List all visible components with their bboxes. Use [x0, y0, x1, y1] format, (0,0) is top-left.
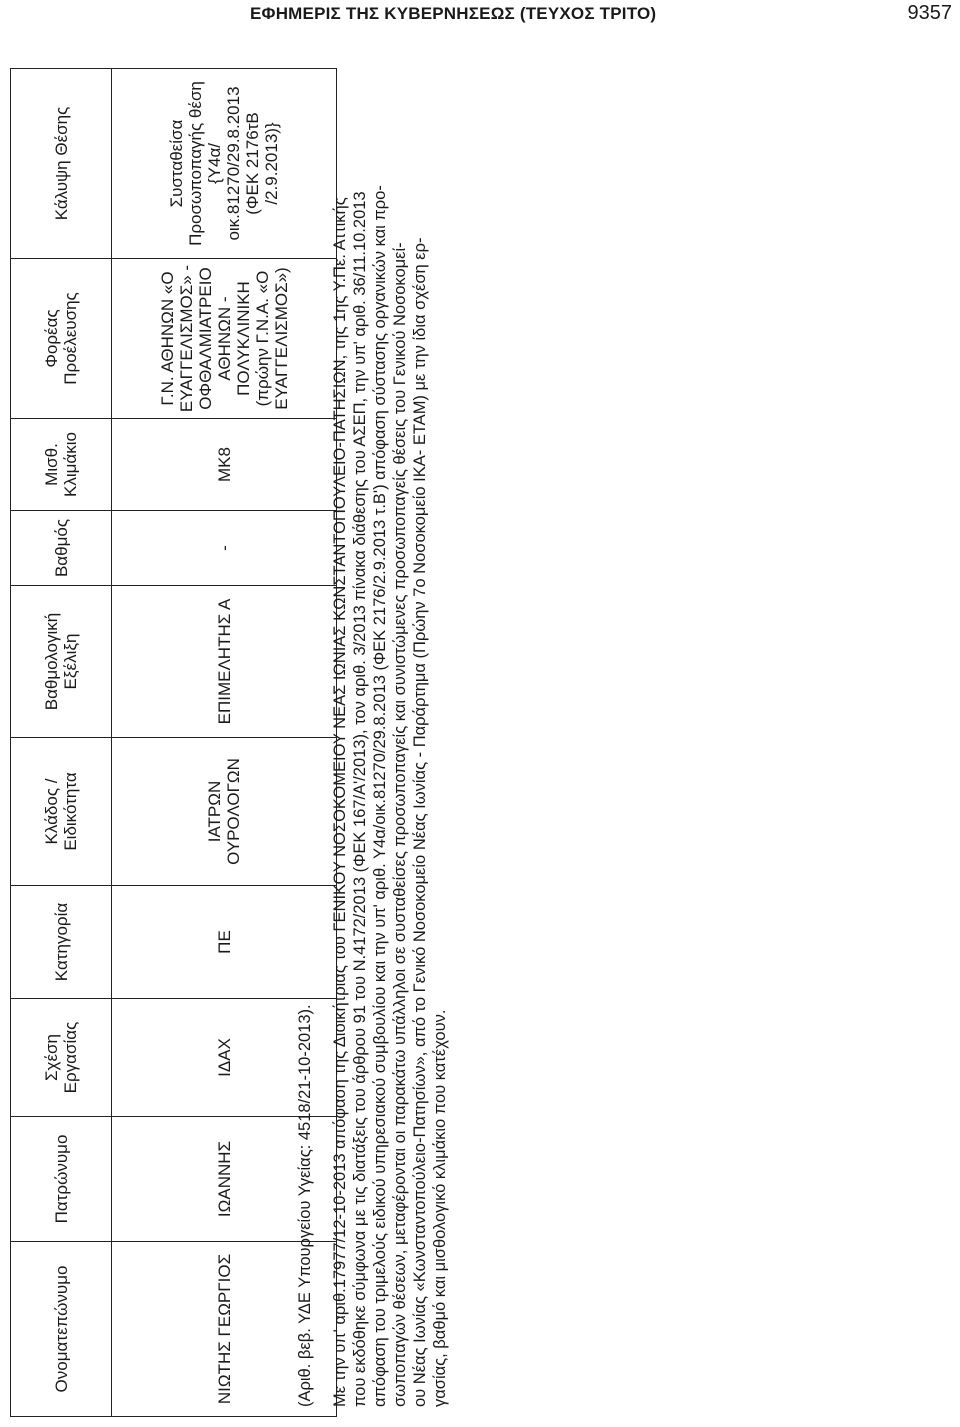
header-cell: Βαθμολογική Εξέλιξη [11, 586, 112, 738]
paragraph-line: απόφαση του τριμελούς ειδικού υπηρεσιακού συμβουλίου και την υπ' αριθ. Υ4α/οικ.81270/29.8.2013 (ΦΕΚ 2176/2.9.2013 τ.Β') απόφαση σύστασης οργανικών και προ- [371, 185, 389, 1407]
header-cell: Πατρώνυμο [11, 1117, 112, 1242]
personnel-table [10, 68, 337, 1417]
category-cell: ΠΕ [112, 886, 337, 999]
origin-cell: Γ.Ν. ΑΘΗΝΩΝ «Ο ΕΥΑΓΓΕΛΙΣΜΟΣ» - ΟΦΘΑΛΜΙΑΤΡΕΙΟ ΑΘΗΝΩΝ - ΠΟΛΥΚΛΙΝΙΚΗ (πρώην Γ.Ν.Α. «Ο ΕΥΑΓΓΕΛΙΣΜΟΣ») [112, 259, 337, 419]
header-cell: Φορέας Προέλευσης [11, 259, 112, 419]
father-name-cell: ΙΩΑΝΝΗΣ [112, 1117, 337, 1242]
coverage-cell: Συσταθείσα Προσωποπαγής θέση {Υ4α/οικ.81270/29.8.2013 (ΦΕΚ 2176τΒ /2.9.2013)} [112, 69, 337, 259]
header-cell: Ονοματεπώνυμο [11, 1242, 112, 1417]
header-cell: Κατηγορία [11, 886, 112, 999]
page-number: 9357 [907, 2, 952, 24]
header-cell: Σχέση Εργασίας [11, 999, 112, 1117]
paragraph-line: γασίας, βαθμό και μισθολογικό κλιμάκιο που κατέχουν. [431, 1009, 449, 1407]
header-cell: Μισθ. Κλιμάκιο [11, 419, 112, 511]
decision-paragraph [330, 47, 450, 1407]
page-header [0, 0, 960, 30]
header-cell: Κλάδος / Ειδικότητα [11, 738, 112, 886]
paragraph-line: ου Νέας Ιωνίας «Κωνσταντοπούλειο-Πατησίων», από το Γενικό Νοσοκομείο Νέας Ιωνίας - Παράρτημα (Πρώην 7ο Νοσοκομείο ΙΚΑ- ΕΤΑΜ) με την ίδια σχέση ερ- [411, 237, 429, 1407]
paragraph-line: που εκδόθηκε σύμφωνα με τις διατάξεις του άρθρου 91 του Ν.4172/2013 (ΦΕΚ 167/Α'/2013), τον αριθ. 3/2013 πίνακα διάθεσης του ΑΣΕΠ, την υπ' αριθ. 36/11.10.2013 [351, 191, 369, 1407]
table-header-row [11, 69, 112, 1417]
salary-scale-cell: ΜΚ8 [112, 419, 337, 511]
rotated-content [0, 47, 490, 1427]
paragraph-line: σωποπαγών θέσεων, μεταφέρονται οι παρακάτω υπάλληλοι σε συσταθείσες προσωποπαγείς και συνιστώμενες προσωποπαγείς θέσεις του Γενικού Νοσοκομεί- [391, 242, 409, 1407]
employment-relation-cell: ΙΔΑΧ [112, 999, 337, 1117]
name-cell: ΝΙΩΤΗΣ ΓΕΩΡΓΙΟΣ [112, 1242, 337, 1417]
header-cell: Βαθμός [11, 511, 112, 586]
progression-cell: ΕΠΙΜΕΛΗΤΗΣ Α [112, 586, 337, 738]
header-cell: Κάλυψη Θέσης [11, 69, 112, 259]
gazette-title: ΕΦΗΜΕΡΙΣ ΤΗΣ ΚΥΒΕΡΝΗΣΕΩΣ (ΤΕΥΧΟΣ ΤΡΙΤΟ) [250, 4, 657, 23]
paragraph-line: Με την υπ' αριθ.17977/12-10-2013 απόφαση της Διοικήτριας του ΓΕΝΙΚΟΥ ΝΟΣΟΚΟΜΕΙΟΥ ΝΕΑΣ ΙΩΝΙΑΣ ΚΩΝΣΤΑΝΤΟΠΟΥΛΕΙΟ-ΠΑΤΗΣΙΩΝ, της 1ης Υ.Πε. Αττικής [331, 197, 349, 1407]
grade-cell: - [112, 511, 337, 586]
reference-note: (Αριθ. βεβ. ΥΔΕ Υπουργείου Υγείας: 4518/21-10-2013). [296, 1004, 314, 1407]
branch-cell: ΙΑΤΡΩΝ ΟΥΡΟΛΟΓΩΝ [112, 738, 337, 886]
